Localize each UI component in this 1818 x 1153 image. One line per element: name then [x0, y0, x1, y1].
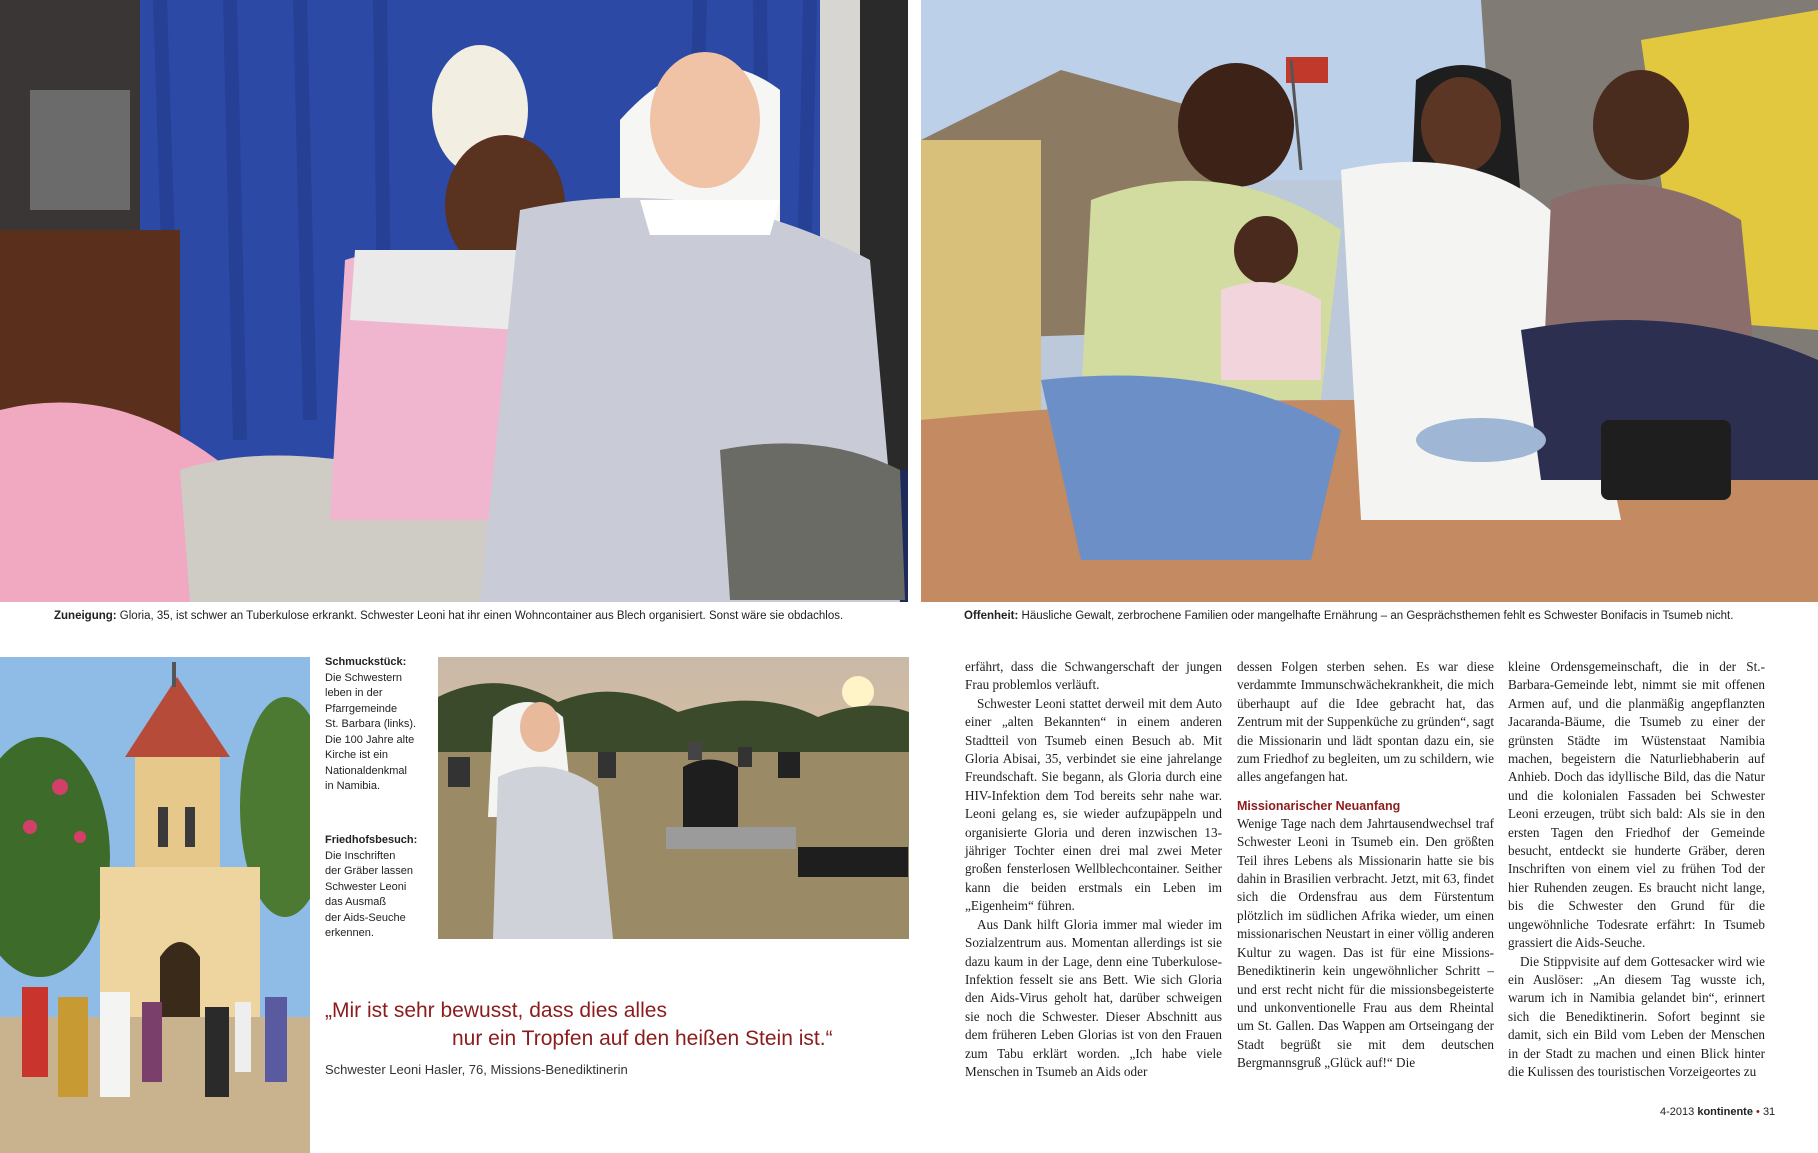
paragraph: Wenige Tage nach dem Jahrtausendwechsel traf Schwester Leoni in Tsumeb ein. Den größten Teil ihres Lebens als Missionarin hatte sie bis dahin in Brasilien verbracht. Jetzt, mit 63, findet sich die Ordensfrau aus dem Fürstentum plötzlich im südlichen Afrika wieder, um einen missionarischen Neustart in einer völlig anderen Kultur zu wagen. Das ist für eine Missions-Benediktinerin kein ungewöhnlicher Schritt – und erst recht nicht für die missionsbegeisterte und unkonventionelle Frau aus dem Rheintal um St. Gallen. Das Wappen am Ortseingang der Stadt begrüßt sie mit dem deutschen Bergmannsgruß „Glück auf!“ Die — [1237, 815, 1494, 1071]
photo-church-st-barbara — [0, 657, 310, 1153]
sidecaption-line: Kirche ist ein — [325, 749, 388, 761]
paragraph: erfährt, dass die Schwangerschaft der jungen Frau problemlos verläuft. — [965, 659, 1222, 693]
sidecaption-lead: Schmuckstück: — [325, 656, 407, 668]
sidecaption-line: Pfarrgemeinde — [325, 702, 398, 715]
page-folio — [1660, 1106, 1775, 1118]
text-column-1 — [965, 658, 1222, 1081]
caption-offenheit — [964, 609, 1733, 623]
sidecaption-line: Die Schwestern — [325, 671, 403, 684]
sidecaption-line: Die Inschriften — [325, 849, 396, 862]
sidecaption-line: erkennen. — [325, 927, 374, 939]
text-column-2 — [1237, 658, 1494, 1073]
pull-quote-line1: „Mir ist sehr bewusst, dass dies alles — [325, 999, 667, 1022]
pull-quote-source: Schwester Leoni Hasler, 76, Missions-Benediktinerin — [325, 1062, 628, 1077]
paragraph: Schwester Leoni stattet derweil mit dem Auto einer „alten Bekannten“ in einem anderen Stadtteil von Tsumeb einen Besuch ab. Mit Gloria Abisai, 35, verbindet sie eine jahrelange Freundschaft. Sie begann, als Gloria durch eine HIV-Infektion dem Tod bereits sehr nahe war. Leoni gelang es, sie wieder aufzupäppeln und organisierte Gloria und deren inzwischen 13-jähriger Tochter einen drei mal zwei Meter großen fensterlosen Wellblechcontainer. Seither kann die beiden erstmals ein Leben im „Eigenheim“ führen. — [965, 695, 1222, 914]
caption-text: Häusliche Gewalt, zerbrochene Familien oder mangelhafte Ernährung – an Gesprächsthemen fehlt es Schwester Bonifacis in Tsumeb nicht. — [1021, 610, 1734, 622]
sidecaption-line: das Ausmaß — [325, 896, 387, 908]
caption-text: Gloria, 35, ist schwer an Tuberkulose erkrankt. Schwester Leoni hat ihr einen Wohncontainer aus Blech organisiert. Sonst wäre sie obdachlos. — [119, 610, 844, 622]
magazine-name: kontinente — [1697, 1106, 1753, 1118]
caption-zuneigung — [54, 609, 843, 623]
paragraph: Die Stippvisite auf dem Gottesacker wird wie ein Auslöser: „An diesem Tag wusste ich, warum ich in Namibia gelandet bin“, erinnert sich die Benediktinerin. Sofort beginnt sie damit, sich ein Bild vom Leben der Menschen in der Stadt zu machen und einen Blick hinter die Kulissen des touristischen Vorzeigeortes zu — [1508, 953, 1765, 1079]
paragraph: dessen Folgen sterben sehen. Es war diese verdammte Immunschwächekrankheit, die mich überhaupt auf die Idee gebracht hat, das Zentrum mit der Suppenküche zu gründen“, sagt die Missionarin und lädt spontan dazu ein, sie zum Friedhof zu begleiten, um zu schildern, wie alles angefangen hat. — [1237, 659, 1494, 785]
sidecaption-friedhofsbesuch — [325, 833, 425, 942]
photo-cemetery-visit — [438, 657, 909, 939]
caption-lead: Offenheit: — [964, 610, 1019, 622]
sidecaption-line: Nationaldenkmal — [325, 764, 407, 777]
sidecaption-line: leben in der — [325, 687, 383, 699]
caption-lead: Zuneigung: — [54, 610, 117, 622]
folio-separator-icon: • — [1756, 1106, 1760, 1118]
paragraph: kleine Ordensgemeinschaft, die in der St.-Barbara-Gemeinde lebt, nimmt sie mit offenen Armen auf, und die planmäßig angepflanzten Jacaranda-Bäume, die Tsumeb zu einer der grünsten Städte im Wüstenstaat Namibia machen, begeistern die Naturliebhaberin auf Anhieb. Doch das idyllische Bild, das die Natur und die kolonialen Fassaden bei Schwester Leoni erzeugen, trübt sich bald: Als sie in den ersten Tagen den Friedhof der Gemeinde besucht, entdeckt sie hunderte Gräber, deren Inschriften von einem viel zu frühen Tod der hier Ruhenden zeugen. Es braucht nicht lange, bis die Schwester den Grund für die ungewöhnliche Todesrate erfährt: In Tsumeb grassiert die Aids-Seuche. — [1508, 659, 1765, 951]
sidecaption-line: Schwester Leoni — [325, 880, 407, 893]
paragraph: Aus Dank hilft Gloria immer mal wieder im Sozialzentrum aus. Momentan allerdings ist sie dazu kaum in der Lage, denn eine Tuberkulose-Infektion fesselt sie ans Bett. Wie sich Gloria den Aids-Virus geholt hat, darüber schweigen sie noch die Schwester. Dieser Abschnitt aus dem früheren Leben Glorias ist von den Frauen zum Tabu erklärt worden. „Ich habe viele Menschen in Tsumeb an Aids oder — [965, 916, 1222, 1079]
photo-gloria-and-leoni — [0, 0, 908, 602]
subheading: Missionarischer Neuanfang — [1237, 798, 1401, 813]
issue-number: 4-2013 — [1660, 1106, 1695, 1118]
sidecaption-line: in Namibia. — [325, 780, 381, 792]
sidecaption-lead: Friedhofsbesuch: — [325, 834, 418, 846]
sidecaption-line: der Aids-Seuche — [325, 911, 406, 924]
page-number: 31 — [1762, 1106, 1776, 1118]
pull-quote-line2: nur ein Tropfen auf den heißen Stein ist.“ — [452, 1027, 833, 1050]
sidecaption-schmuckstueck — [325, 655, 425, 795]
text-column-3 — [1508, 658, 1765, 1081]
sidecaption-line: Die 100 Jahre alte — [325, 733, 415, 746]
photo-bonifacis-with-women — [921, 0, 1818, 602]
sidecaption-line: St. Barbara (links). — [325, 718, 417, 730]
sidecaption-line: der Gräber lassen — [325, 865, 414, 877]
